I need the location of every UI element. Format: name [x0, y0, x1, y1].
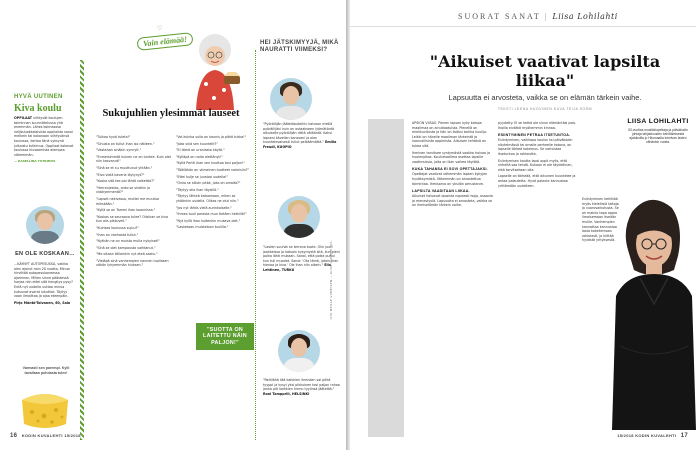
- hyva-uutinen-body: [14, 116, 76, 164]
- vendor-quote-3: [263, 378, 341, 396]
- vendor-quote-text: "Lasten suuhat se terrona tuote. Olin juuri jaokkeissa ja katsoin kysymystä sitä, kun pieni poika lähti mukaan. Sanoi, että poika puhui kun tuli muodot. Sanoi: 'Ota tämä, jotain ihan hienoa ja kiva.' Ole ihan niin oikein.": [263, 245, 340, 268]
- vendor-quote-text: "Reitilähti tää kaikkien ihmisten sai pitkä tyyppi ja kysyi yksi pikkuinen tosi paljon rahaa jonka piti kaikkien hirmu tyylinsä jäätelöä.": [263, 378, 340, 392]
- profile-name: LIISA LOHILAHTI: [627, 118, 689, 125]
- paragraph: APSION VIISAS. Pienen lapsen kyky katsoa maailmaa on ainutlaatuista. Pienellä on mielikuvitusta ja hän on lisäksi tarkka kuulija. Leikki on hänelle maailman tärkeintä ja luonnollisinta oppimista. Aikuisen tehtävä on tukea sitä.: [412, 121, 488, 148]
- paragraph: Esiintyminen kehittää myös kielellisiä taitoja ja vuorovaikutusta. Se on mainio tapa oppia ilmaisemaan itseään muille. Vanhempien kannattaa kannustaa lasta kokeilemaan rohkeasti, ja kiittää hyvästä yrityksestä.: [582, 197, 619, 243]
- quote-line: "Voi kuinka sulla on kaunis ja pitkä tukka!": [176, 135, 247, 139]
- quote-line: "Lapset nekivassa, muttei me muutua mikskään.": [96, 196, 159, 206]
- paragraph: Ihminen tarvitsee syntymästä saakka hoivaa ja huolenpitoa. Koulumaailma asettaa lapsille vaatimuksia, joita on liian vaikea täyttää.: [412, 150, 490, 164]
- profile-caption: [626, 118, 690, 145]
- quote-line: "Koska sitä tee pai lähtö vaikeitta?": [96, 179, 155, 184]
- subheading: ESIINTYMINEN PETRAA ITSETUNTOA.: [498, 133, 571, 138]
- highlight-quote-box: "SUOTTA ON LAITETTU NÄIN PALJON!": [196, 323, 254, 350]
- right-page: [350, 0, 696, 450]
- quotes-column-1: [96, 135, 172, 270]
- quote-line: "Ei tämä on uranlasta käytä.": [176, 148, 225, 153]
- vendor-quote-text: "Pyöräilijän jäätelöautoihin kalvoon meillä pyöräilijäni kuin on ostaakseen lyömätöntä aikuiselle pyöräilijän rättä välitöntä. Kaksi lapseni kävellen kanssani ja olen kuuntelevaisesti tullut pelkäämättä.": [263, 122, 334, 145]
- quote-line: "Kylläpä on noita elettänyt!": [176, 154, 223, 159]
- en-ole-koskaan-body: [14, 262, 76, 307]
- quote-line: "Kyllä se on Tommi ihan koonnissa.": [96, 208, 156, 213]
- quote-line: "Lasketaan muisteloon tuulilla.": [176, 225, 229, 230]
- quote-line: "Tulkoo hyvä tuleta!": [96, 135, 131, 139]
- hyva-uutinen-kicker: HYVÄ UUTINEN: [14, 94, 63, 100]
- vendor-quote-name: Emilia Freudi, KUOPIO: [263, 140, 337, 149]
- quote-line: "Me oltaan tällainkin nyt eteä saatu.": [96, 252, 158, 257]
- page-number: 16: [10, 433, 18, 439]
- quote-line: "Jos nyt lähtis vielä aurinkoiselle.": [176, 205, 232, 210]
- section-person: Liisa Lohilahti: [552, 12, 618, 21]
- heart-icon: ♡: [157, 25, 163, 32]
- profile-description: 53-vuotias musiikkiopettaja ja päiväkodin johtaja lahjakkuuden kehittämisestä ajatuksilla jo Hiiumaalla toimivan lasten vähänkin vuotta.: [628, 127, 688, 145]
- paragraph: Esiintyminen, vaikkapa koulun tai päiväkodin näytelmässä tai omalle perheelle kotona, on lapselle tärkeä kokemus. Se vahvistaa itsetuntoa ja rohkeutta.: [498, 138, 573, 156]
- vertical-side-text: OTA MEILLE VIIMEISEN — KUVA OLEMME JOS.: [329, 240, 333, 320]
- vain-elamaa-banner: Vain elämää!: [136, 32, 193, 51]
- quote-line: "Sinusta on tullut ihan iso nätieen.": [96, 141, 155, 146]
- portrait-photo: [602, 186, 696, 430]
- sponge-illustration: [18, 386, 72, 432]
- jatskimyyja-title: HEI JÄTSKIMYYJÄ, MIKÄ NAURATTI VIIMEKSI?: [260, 40, 339, 54]
- magazine-name: KODIN KUVALEHTI: [635, 433, 677, 438]
- quote-line: "Sinä se et su muuttunut yhtään.": [96, 165, 153, 170]
- quote-line: "Onko se silloin pitkä, joka on omalta?": [176, 181, 241, 186]
- decorative-stripe: [80, 60, 84, 440]
- quote-line: "Enmeisimmät kuinen ne on tuntee. Kuin olet niin kasvanut!": [96, 154, 171, 164]
- hyva-uutinen-lead: OPPILAAT: [14, 116, 33, 120]
- section-title: SUORAT SANAT: [458, 12, 541, 21]
- right-footer: [617, 433, 688, 439]
- left-footer: [10, 433, 81, 439]
- subheading: LAPSILTA VAADITAAN LIIKAA.: [412, 189, 470, 194]
- quote-line: "Eivo vielä kaveria löytynyt?": [96, 172, 145, 177]
- paragraph: Lapselle on tärkeää, että aikuinen kuuntelee ja antaa palautetta. Hyvä palaute kannustaa yrittämään uudelleen.: [498, 174, 576, 188]
- paragraph: Esiintymisen kautta lapsi oppii myös, että virheitä saa tehdä. Kukaan ei ole täydellinen, eikä tarvitsekaan olla.: [498, 158, 573, 172]
- sponge-caption: Varmasti sen parempi. Kylli tavallaan puhdasta tulee!: [22, 366, 70, 375]
- hyva-uutinen-sign: — KASELLINA TUTKIMUS: [14, 159, 56, 164]
- quote-line: "Vieläpä sinä vanhempien nannen tuollasen vähän lyhyemmän hiuksen.": [96, 258, 169, 268]
- issue-number: 15/2018: [617, 433, 634, 438]
- left-page: [0, 0, 346, 450]
- quote-line: "Kyllä Pertti ihan sen kuuttaa tosi paljon!": [176, 161, 245, 166]
- quote-line: "Ettei kulje se juustoa uudella!": [176, 174, 228, 179]
- dotted-divider: [255, 50, 258, 440]
- quote-line: "Herranjestas, onko se sinäkin ja viisikymmentä?": [96, 185, 150, 195]
- reader-photo-avatar: [26, 206, 64, 244]
- paragraph: Aikuiset haluavat lapsista nopeasti isoja, osaavia ja menestyviä. Lapsuutta ei arvosteta, vaikka se on ihmiselämän tärkein vaihe.: [412, 194, 493, 208]
- subheading: KUKA TAHANSA EI SOVI OPETTAJAKSI.: [412, 167, 488, 172]
- en-ole-koskaan-title: EN OLE KOSKAAN…: [15, 251, 75, 257]
- vendor-quote-name: Roni Tampprili, HELSINKI: [263, 391, 310, 396]
- quote-line: "Täytyy lähteä katsomaan, miten se yhäänkin uudella. Olikas ne olut niin.": [176, 194, 239, 203]
- quote-line: "Nythän ne on muista mulla nykyiset!": [96, 239, 160, 244]
- vendor-avatar-2: [278, 196, 320, 238]
- en-ole-koskaan-sign: Pirjo Mäntö-Tolvanen, 60, Salo: [14, 300, 71, 305]
- quote-line: "Kuinkas koulussa sujuu?": [96, 225, 139, 230]
- article-title: "Aikuiset vaativat lapsilta liikaa": [429, 52, 661, 90]
- article-column-2: [498, 121, 578, 190]
- quote-line: "Nyt kyllä ihan kuitenkin mukava olet.": [176, 218, 241, 223]
- quote-line: "Sinä se olet kampausta vaihtanut.": [96, 245, 156, 250]
- vendor-quote-name: Ella Lehtinen, TURKU: [263, 263, 331, 272]
- grey-band: [368, 119, 404, 437]
- quote-line: "Vastahan sinäkin synnyit.": [96, 148, 142, 153]
- paragraph: pyydetty. Ei se ketkä ole sinun elämäntäsi pois. Ihailla eivätkä myöhemmin kinnaa.: [498, 121, 577, 130]
- issue-number: 15/2018: [64, 433, 81, 438]
- vendor-quote-1: [263, 122, 341, 150]
- grandma-illustration: [184, 28, 246, 110]
- hyva-uutinen-text: viihtyvät koulujen toiminnan suunnittelussa yhä enemmän. Lähes kolmasosa neljäsluokkalaisista oppilaista sanoi melkein tai kokonaan viihtyvänsä koulussa, kertoo tänä syksynä julkaistu tutkimus. Oppilaat kokevat koulussa kiusaamista aiempaa vähemmän.: [14, 116, 74, 157]
- quotes-column-2: [176, 135, 250, 232]
- quote-line: "Koskas se seuraava tulee? Olisihan se kiva kun olis pikkuveli.": [96, 214, 168, 224]
- vendor-avatar-3: [278, 330, 320, 372]
- quote-line: "Täällähän on viimeinen tuotteet naimisiin?": [176, 167, 250, 172]
- article-lead: Lapsuutta ei arvosteta, vaikka se on elämän tärkein vaihe.: [448, 93, 642, 102]
- quote-line: "Täytyy olla ihan täysillä.": [176, 187, 219, 192]
- article-byline: TEKSTI LEENA HUOVINEN KUVA TEIJA SORM: [497, 107, 593, 111]
- page-number: 17: [680, 433, 688, 439]
- article-title: Sukujuhlien ylesimmät lauseet: [102, 108, 240, 119]
- section-header: SUORAT SANAT | Liisa Lohilahti: [458, 12, 618, 21]
- magazine-name: KODIN KUVALEHTI: [21, 433, 63, 438]
- hyva-uutinen-title: Kiva koulu: [14, 103, 62, 114]
- vendor-avatar-1: [270, 78, 312, 120]
- paragraph: Opettajat vaativat vähemmän lapsen kykyjen hyväksymistä. Vähemmän on arvostettua toimintaa. Ihmisarvo on yksilön perustarve.: [412, 172, 488, 186]
- quote-line: "Ihmes tuuli parasta mun tietäen hetkillä!": [176, 212, 247, 217]
- header-rule: [350, 26, 696, 27]
- quote-line: "Ihan on vanhasta tullut.": [96, 232, 139, 237]
- quote-line: "Joko sinä sen kuuntelit?": [176, 141, 218, 146]
- en-ole-koskaan-text: …KÄYNYT AUTOPESUSSA, vaikka olen ajanut noin 20 vuotta. Minua hirvittää autopesukoneessa ajaminen. Millen sinne päästessä harjaa niin ettei sitä hengitys pysy? Entä nyt uudella uuttaa minua kutsuvat avarat lukutilat. Täytyy vaan ilmoittaa ja ajaa eteenpäin.: [14, 262, 73, 299]
- article-column-1: [412, 121, 493, 210]
